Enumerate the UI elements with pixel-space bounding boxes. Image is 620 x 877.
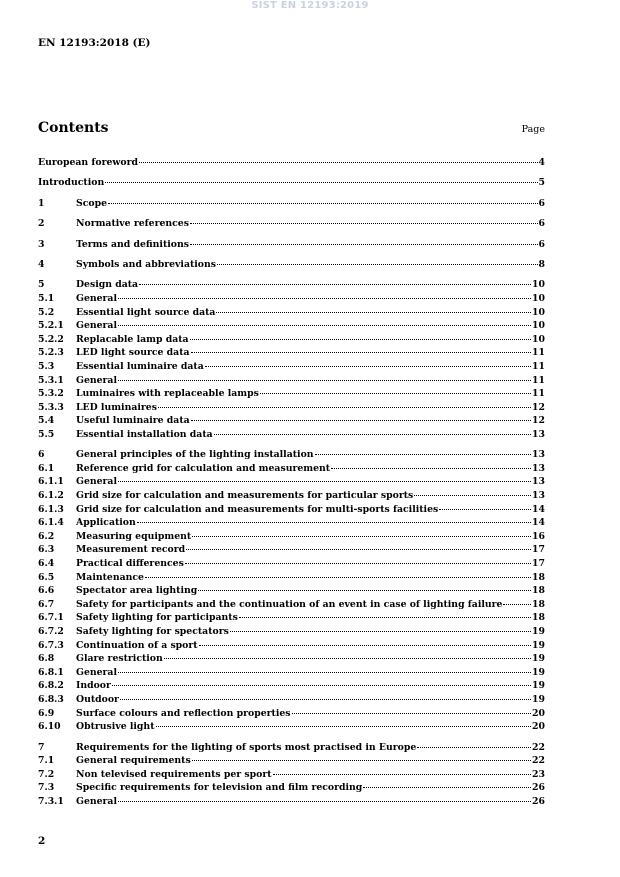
- toc-entry-number: 6.5: [38, 571, 55, 583]
- toc-entry-number: 5.3: [38, 360, 55, 372]
- dot-leader: [214, 434, 531, 435]
- toc-entry[interactable]: [38, 516, 545, 530]
- toc-entry-title: Application: [76, 517, 136, 529]
- toc-entry-page: 13: [532, 428, 545, 440]
- toc-entry-number: 6.8.3: [38, 693, 64, 705]
- dot-leader: [190, 244, 538, 245]
- toc-entry-title: Reference grid for calculation and measurement: [76, 462, 331, 474]
- toc-entry-page: 26: [532, 795, 545, 807]
- toc-entry-page: 20: [532, 721, 545, 733]
- toc-entry[interactable]: [38, 489, 545, 503]
- toc-entry-number: 7.3: [38, 782, 55, 794]
- toc-entry[interactable]: [38, 414, 545, 428]
- dot-leader: [186, 549, 531, 550]
- toc-entry-number: 5.3.3: [38, 401, 64, 413]
- toc-entry-page: 16: [532, 530, 545, 542]
- toc-entry-page: 11: [532, 347, 545, 359]
- dot-leader: [105, 182, 537, 183]
- toc-entry-number: 5.4: [38, 415, 55, 427]
- toc-entry-page: 18: [532, 612, 545, 624]
- toc-entry-number: 5.1: [38, 292, 55, 304]
- toc-entry-page: 22: [532, 741, 545, 753]
- toc-entry-number: 5.2.1: [38, 320, 64, 332]
- toc-entry-number: 6.7.1: [38, 612, 64, 624]
- toc-entry-number: 6.8.1: [38, 666, 64, 678]
- toc-entry-page: 10: [532, 292, 545, 304]
- toc-entry-title: Requirements for the lighting of sports most practised in Europe: [76, 741, 417, 753]
- dot-leader: [137, 522, 531, 523]
- toc-entry[interactable]: [38, 503, 545, 517]
- toc-entry-title: Essential luminaire data: [76, 360, 204, 372]
- dot-leader: [118, 380, 531, 381]
- toc-entry[interactable]: [38, 557, 545, 571]
- toc-entry[interactable]: [38, 666, 545, 680]
- toc-entry-number: 4: [38, 258, 45, 270]
- toc-entry-number: 6.4: [38, 558, 55, 570]
- table-of-contents: [38, 156, 545, 809]
- toc-entry-title: General: [76, 292, 117, 304]
- toc-entry-page: 13: [532, 490, 545, 502]
- toc-entry-number: 5.2: [38, 306, 55, 318]
- toc-entry[interactable]: [38, 333, 545, 347]
- toc-entry[interactable]: [38, 197, 545, 211]
- toc-entry-number: 6.7: [38, 598, 55, 610]
- toc-entry-number: 6.7.3: [38, 639, 64, 651]
- toc-entry[interactable]: [38, 238, 545, 252]
- toc-entry[interactable]: [38, 679, 545, 693]
- toc-entry-page: 6: [538, 218, 545, 230]
- toc-entry[interactable]: [38, 543, 545, 557]
- toc-entry-title: Luminaires with replaceable lamps: [76, 388, 259, 400]
- toc-entry[interactable]: [38, 156, 545, 170]
- dot-leader: [118, 672, 531, 673]
- dot-leader: [315, 454, 532, 455]
- toc-entry-title: Grid size for calculation and measurements for particular sports: [76, 490, 414, 502]
- toc-entry-number: 6.1.2: [38, 490, 64, 502]
- dot-leader: [190, 223, 538, 224]
- toc-entry-title: General requirements: [76, 755, 191, 767]
- page-column-label: Page: [521, 124, 545, 135]
- toc-entry-page: 19: [532, 666, 545, 678]
- toc-entry-page: 19: [532, 680, 545, 692]
- toc-entry[interactable]: [38, 346, 545, 360]
- toc-entry-title: Surface colours and reflection properties: [76, 707, 291, 719]
- toc-entry[interactable]: [38, 754, 545, 768]
- toc-entry-title: Indoor: [76, 680, 111, 692]
- dot-leader: [439, 509, 531, 510]
- toc-entry-title: Safety lighting for participants: [76, 612, 238, 624]
- toc-entry-title: General: [76, 795, 117, 807]
- toc-entry-page: 10: [532, 279, 545, 291]
- toc-entry[interactable]: [38, 781, 545, 795]
- toc-entry-page: 26: [532, 782, 545, 794]
- toc-entry[interactable]: [38, 625, 545, 639]
- toc-entry-title: Glare restriction: [76, 653, 163, 665]
- toc-entry[interactable]: [38, 387, 545, 401]
- dot-leader: [260, 393, 531, 394]
- toc-entry-page: 5: [538, 177, 545, 189]
- toc-entry-page: 6: [538, 197, 545, 209]
- toc-entry-title: General principles of the lighting installation: [76, 449, 314, 461]
- toc-entry-number: 6.9: [38, 707, 55, 719]
- toc-entry[interactable]: [38, 571, 545, 585]
- toc-entry-page: 13: [532, 476, 545, 488]
- dot-leader: [118, 481, 531, 482]
- toc-entry[interactable]: [38, 292, 545, 306]
- toc-entry-number: 7: [38, 741, 45, 753]
- toc-entry[interactable]: [38, 707, 545, 721]
- toc-entry-page: 18: [532, 598, 545, 610]
- toc-entry-page: 14: [532, 503, 545, 515]
- toc-entry[interactable]: [38, 462, 545, 476]
- toc-entry-number: 5.5: [38, 428, 55, 440]
- toc-entry[interactable]: [38, 475, 545, 489]
- toc-entry-page: 8: [538, 258, 545, 270]
- toc-entry-number: 7.3.1: [38, 795, 64, 807]
- toc-entry-page: 13: [532, 462, 545, 474]
- toc-entry-page: 11: [532, 374, 545, 386]
- toc-entry-number: 6.8.2: [38, 680, 64, 692]
- dot-leader: [414, 495, 531, 496]
- dot-leader: [363, 787, 531, 788]
- toc-entry[interactable]: [38, 720, 545, 734]
- toc-entry[interactable]: [38, 278, 545, 292]
- dot-leader: [118, 325, 531, 326]
- dot-leader: [217, 264, 538, 265]
- toc-entry[interactable]: [38, 652, 545, 666]
- toc-entry-page: 6: [538, 238, 545, 250]
- dot-leader: [331, 468, 531, 469]
- toc-entry-title: European foreword: [38, 157, 138, 168]
- dot-leader: [191, 352, 532, 353]
- dot-leader: [164, 658, 531, 659]
- toc-entry[interactable]: [38, 360, 545, 374]
- toc-entry[interactable]: [38, 401, 545, 415]
- dot-leader: [192, 760, 531, 761]
- toc-entry-page: 10: [532, 333, 545, 345]
- toc-entry[interactable]: [38, 741, 545, 755]
- toc-entry-title: Grid size for calculation and measurements for multi-sports facilities: [76, 503, 439, 515]
- dot-leader: [108, 203, 538, 204]
- toc-entry-page: 12: [532, 415, 545, 427]
- dot-leader: [216, 312, 531, 313]
- dot-leader: [230, 631, 531, 632]
- toc-entry[interactable]: [38, 306, 545, 320]
- dot-leader: [158, 407, 531, 408]
- toc-entry-title: General: [76, 476, 117, 488]
- toc-entry-title: Design data: [76, 279, 139, 291]
- toc-entry-page: 11: [532, 360, 545, 372]
- toc-entry-page: 13: [532, 449, 545, 461]
- toc-entry-page: 4: [538, 157, 545, 168]
- toc-entry-title: Outdoor: [76, 693, 119, 705]
- toc-entry-title: General: [76, 374, 117, 386]
- toc-entry-title: Non televised requirements per sport: [76, 768, 272, 780]
- dot-leader: [190, 339, 532, 340]
- toc-entry-page: 10: [532, 320, 545, 332]
- toc-entry-number: 6.1: [38, 462, 55, 474]
- toc-entry-page: 19: [532, 625, 545, 637]
- toc-entry-title: Practical differences: [76, 558, 184, 570]
- toc-entry-number: 6.2: [38, 530, 55, 542]
- dot-leader: [292, 713, 532, 714]
- toc-entry-title: Essential light source data: [76, 306, 216, 318]
- toc-entry-number: 5: [38, 279, 45, 291]
- toc-entry[interactable]: [38, 374, 545, 388]
- toc-entry-page: 19: [532, 653, 545, 665]
- toc-entry-number: 5.3.2: [38, 388, 64, 400]
- dot-leader: [199, 645, 531, 646]
- toc-entry-title: Safety for participants and the continuation of an event in case of lighting failure: [76, 598, 503, 610]
- toc-entry-number: 6.7.2: [38, 625, 64, 637]
- dot-leader: [112, 685, 531, 686]
- dot-leader: [239, 617, 531, 618]
- toc-entry[interactable]: [38, 176, 545, 190]
- toc-entry[interactable]: [38, 639, 545, 653]
- toc-entry-title: Obtrusive light: [76, 721, 155, 733]
- toc-entry-title: Normative references: [76, 218, 189, 230]
- toc-entry-page: 20: [532, 707, 545, 719]
- toc-entry-page: 14: [532, 517, 545, 529]
- dot-leader: [503, 604, 531, 605]
- toc-entry-number: 5.3.1: [38, 374, 64, 386]
- toc-entry-number: 6.6: [38, 585, 55, 597]
- toc-entry-title: Essential installation data: [76, 428, 213, 440]
- toc-entry[interactable]: [38, 258, 545, 272]
- dot-leader: [145, 577, 531, 578]
- toc-entry-number: 6.1.4: [38, 517, 64, 529]
- document-id: EN 12193:2018 (E): [38, 37, 151, 49]
- dot-leader: [417, 747, 531, 748]
- toc-entry[interactable]: [38, 611, 545, 625]
- toc-entry[interactable]: [38, 530, 545, 544]
- toc-entry-page: 17: [532, 558, 545, 570]
- toc-entry-number: 6.3: [38, 544, 55, 556]
- toc-entry-title: Measuring equipment: [76, 530, 192, 542]
- dot-leader: [192, 536, 531, 537]
- dot-leader: [139, 284, 531, 285]
- toc-entry-page: 19: [532, 693, 545, 705]
- dot-leader: [198, 590, 531, 591]
- toc-entry-title: Safety lighting for spectators: [76, 625, 229, 637]
- toc-entry-title: General: [76, 320, 117, 332]
- toc-entry-number: 6: [38, 449, 45, 461]
- toc-entry-title: Scope: [76, 197, 107, 209]
- dot-leader: [156, 726, 532, 727]
- dot-leader: [120, 699, 531, 700]
- toc-entry-number: 6.1.3: [38, 503, 64, 515]
- toc-entry[interactable]: [38, 319, 545, 333]
- toc-entry-title: Specific requirements for television and film recording: [76, 782, 363, 794]
- dot-leader: [139, 162, 538, 163]
- toc-entry-page: 23: [532, 768, 545, 780]
- dot-leader: [185, 563, 531, 564]
- dot-leader: [118, 298, 531, 299]
- toc-entry-number: 7.2: [38, 768, 55, 780]
- toc-entry-title: Introduction: [38, 177, 105, 189]
- toc-entry[interactable]: [38, 598, 545, 612]
- toc-entry-number: 7.1: [38, 755, 55, 767]
- toc-entry-number: 1: [38, 197, 45, 209]
- toc-entry[interactable]: [38, 768, 545, 782]
- toc-entry-title: LED luminaires: [76, 401, 157, 413]
- watermark: SIST EN 12193:2019: [251, 0, 369, 11]
- toc-entry-page: 17: [532, 544, 545, 556]
- toc-entry-title: Measurement record: [76, 544, 186, 556]
- toc-entry-number: 6.1.1: [38, 476, 64, 488]
- toc-entry-number: 2: [38, 218, 45, 230]
- toc-entry-title: Useful luminaire data: [76, 415, 190, 427]
- toc-entry[interactable]: [38, 428, 545, 442]
- toc-entry-page: 18: [532, 571, 545, 583]
- toc-entry-page: 11: [532, 388, 545, 400]
- toc-entry-title: General: [76, 666, 117, 678]
- dot-leader: [118, 801, 531, 802]
- dot-leader: [205, 366, 531, 367]
- toc-entry-number: 5.2.3: [38, 347, 64, 359]
- page-number: 2: [38, 835, 46, 847]
- toc-entry[interactable]: [38, 693, 545, 707]
- toc-entry-page: 10: [532, 306, 545, 318]
- toc-entry-page: 18: [532, 585, 545, 597]
- toc-entry-title: Continuation of a sport: [76, 639, 198, 651]
- toc-entry[interactable]: [38, 584, 545, 598]
- toc-entry-page: 22: [532, 755, 545, 767]
- toc-entry-number: 6.8: [38, 653, 55, 665]
- dot-leader: [191, 420, 531, 421]
- toc-entry-title: Replacable lamp data: [76, 333, 189, 345]
- toc-entry-page: 19: [532, 639, 545, 651]
- toc-entry[interactable]: [38, 448, 545, 462]
- toc-entry-number: 5.2.2: [38, 333, 64, 345]
- toc-entry-page: 12: [532, 401, 545, 413]
- toc-entry[interactable]: [38, 217, 545, 231]
- toc-entry-title: Maintenance: [76, 571, 144, 583]
- toc-entry-number: 3: [38, 238, 45, 250]
- toc-entry-title: Spectator area lighting: [76, 585, 198, 597]
- dot-leader: [273, 774, 532, 775]
- toc-entry-number: 6.10: [38, 721, 61, 733]
- toc-entry-title: Symbols and abbreviations: [76, 258, 216, 270]
- toc-entry[interactable]: [38, 795, 545, 809]
- toc-entry-title: Terms and definitions: [76, 238, 189, 250]
- contents-title: Contents: [38, 120, 109, 136]
- toc-entry-title: LED light source data: [76, 347, 190, 359]
